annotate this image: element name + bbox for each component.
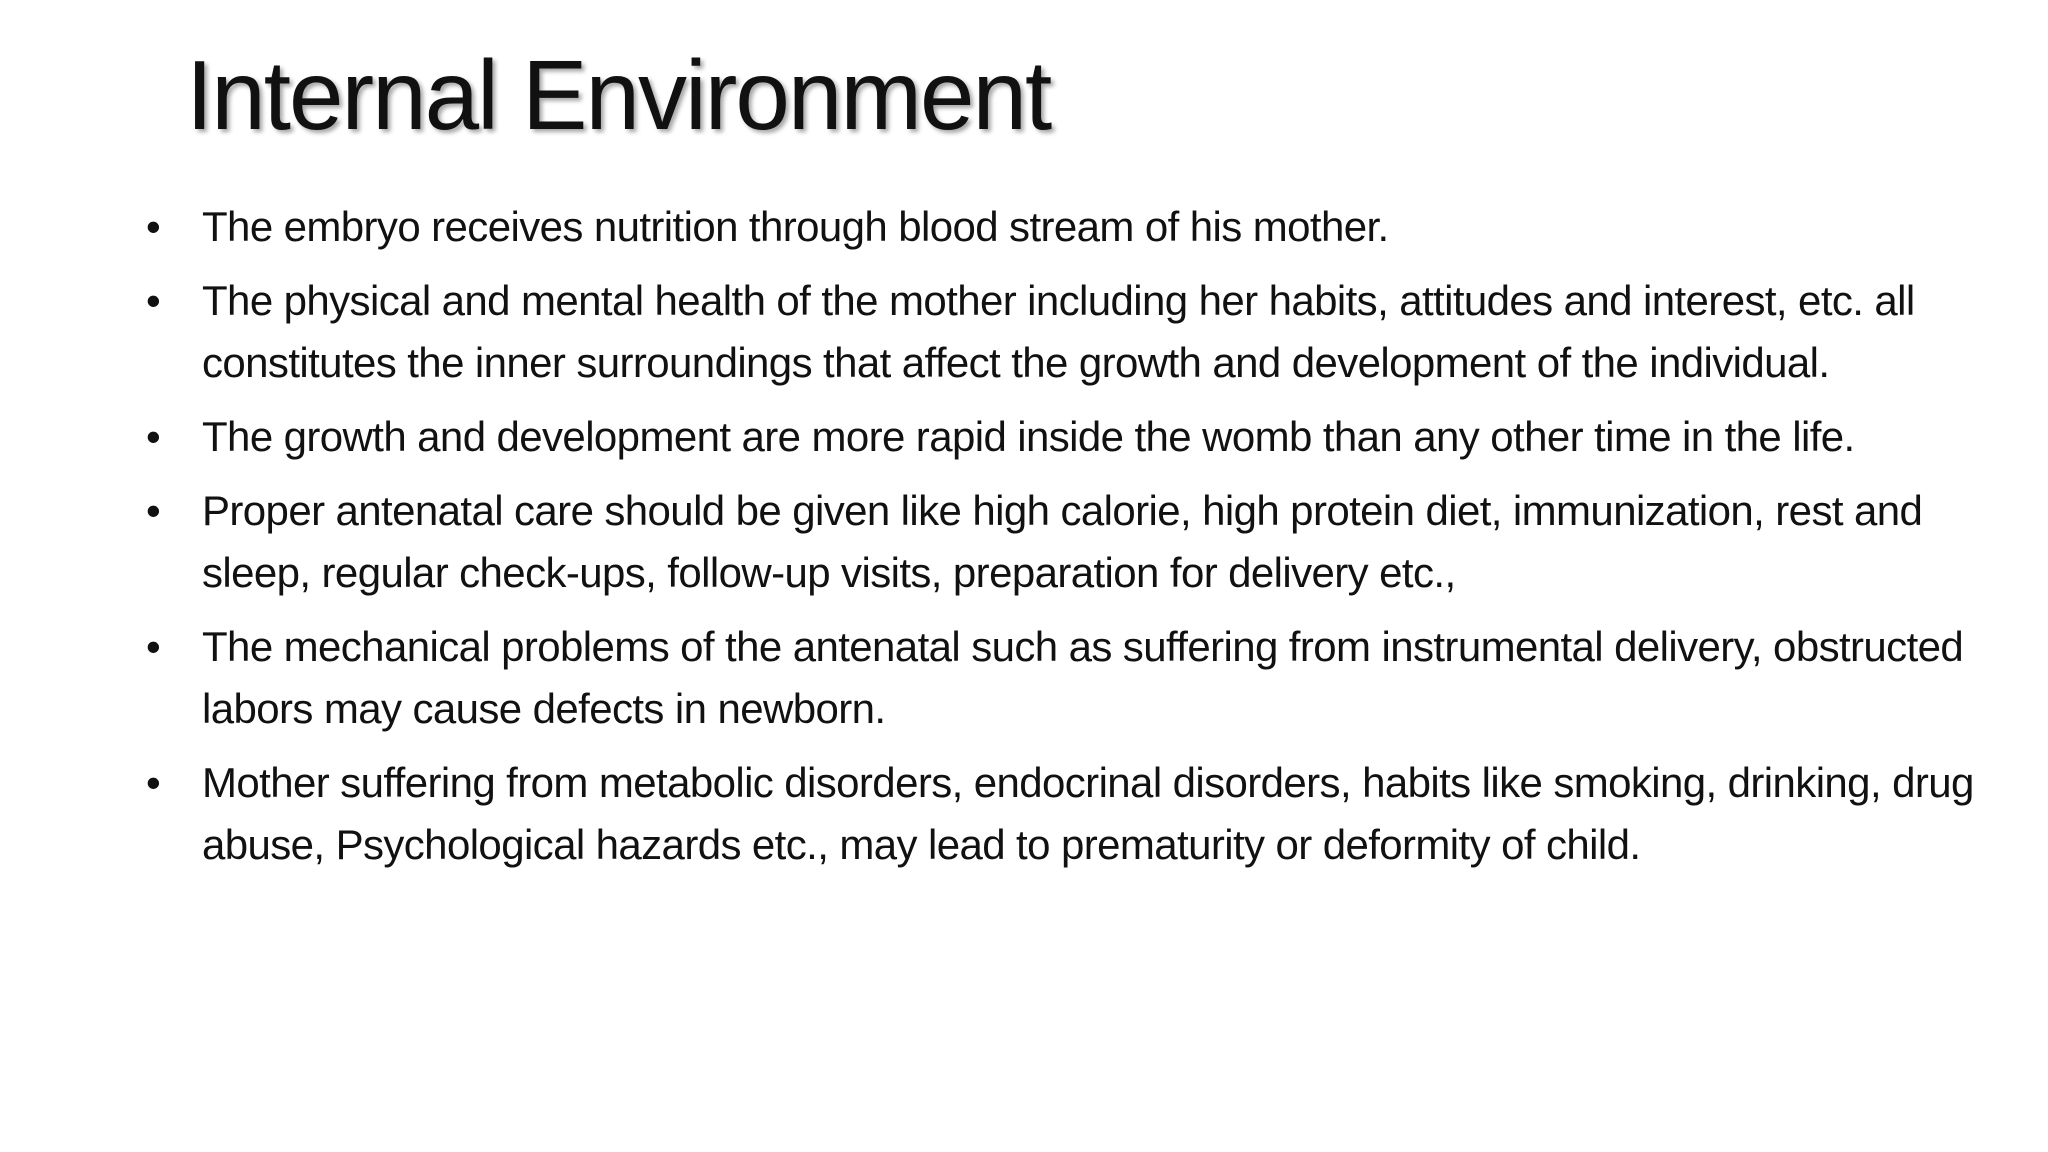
bullet-text: The mechanical problems of the antenatal such as suffering from instrumental delivery, obstructed labors may cause defects in newborn. <box>202 623 1964 732</box>
bullet-text: The embryo receives nutrition through blood stream of his mother. <box>202 203 1389 250</box>
bullet-item <box>140 270 2020 394</box>
bullet-dot-icon: • <box>146 487 161 534</box>
bullet-text: The physical and mental health of the mother including her habits, attitudes and interest, etc. all constitutes the inner surroundings that affect the growth and development of the individual. <box>202 277 1915 386</box>
bullet-list <box>140 196 2020 888</box>
bullet-item <box>140 752 2020 876</box>
bullet-dot-icon: • <box>146 203 161 250</box>
bullet-dot-icon: • <box>146 277 161 324</box>
bullet-text: The growth and development are more rapid inside the womb than any other time in the life. <box>202 413 1855 460</box>
bullet-item <box>140 480 2020 604</box>
bullet-dot-icon: • <box>146 413 161 460</box>
bullet-item <box>140 406 2020 468</box>
bullet-text: Proper antenatal care should be given like high calorie, high protein diet, immunization, rest and sleep, regular check-ups, follow-up visits, preparation for delivery etc., <box>202 487 1923 596</box>
bullet-text: Mother suffering from metabolic disorders, endocrinal disorders, habits like smoking, drinking, drug abuse, Psychological hazards etc., may lead to prematurity or deformity of child. <box>202 759 1974 868</box>
slide-title: Internal Environment <box>186 40 1051 150</box>
bullet-dot-icon: • <box>146 623 161 670</box>
bullet-item <box>140 616 2020 740</box>
bullet-item <box>140 196 2020 258</box>
bullet-dot-icon: • <box>146 759 161 806</box>
